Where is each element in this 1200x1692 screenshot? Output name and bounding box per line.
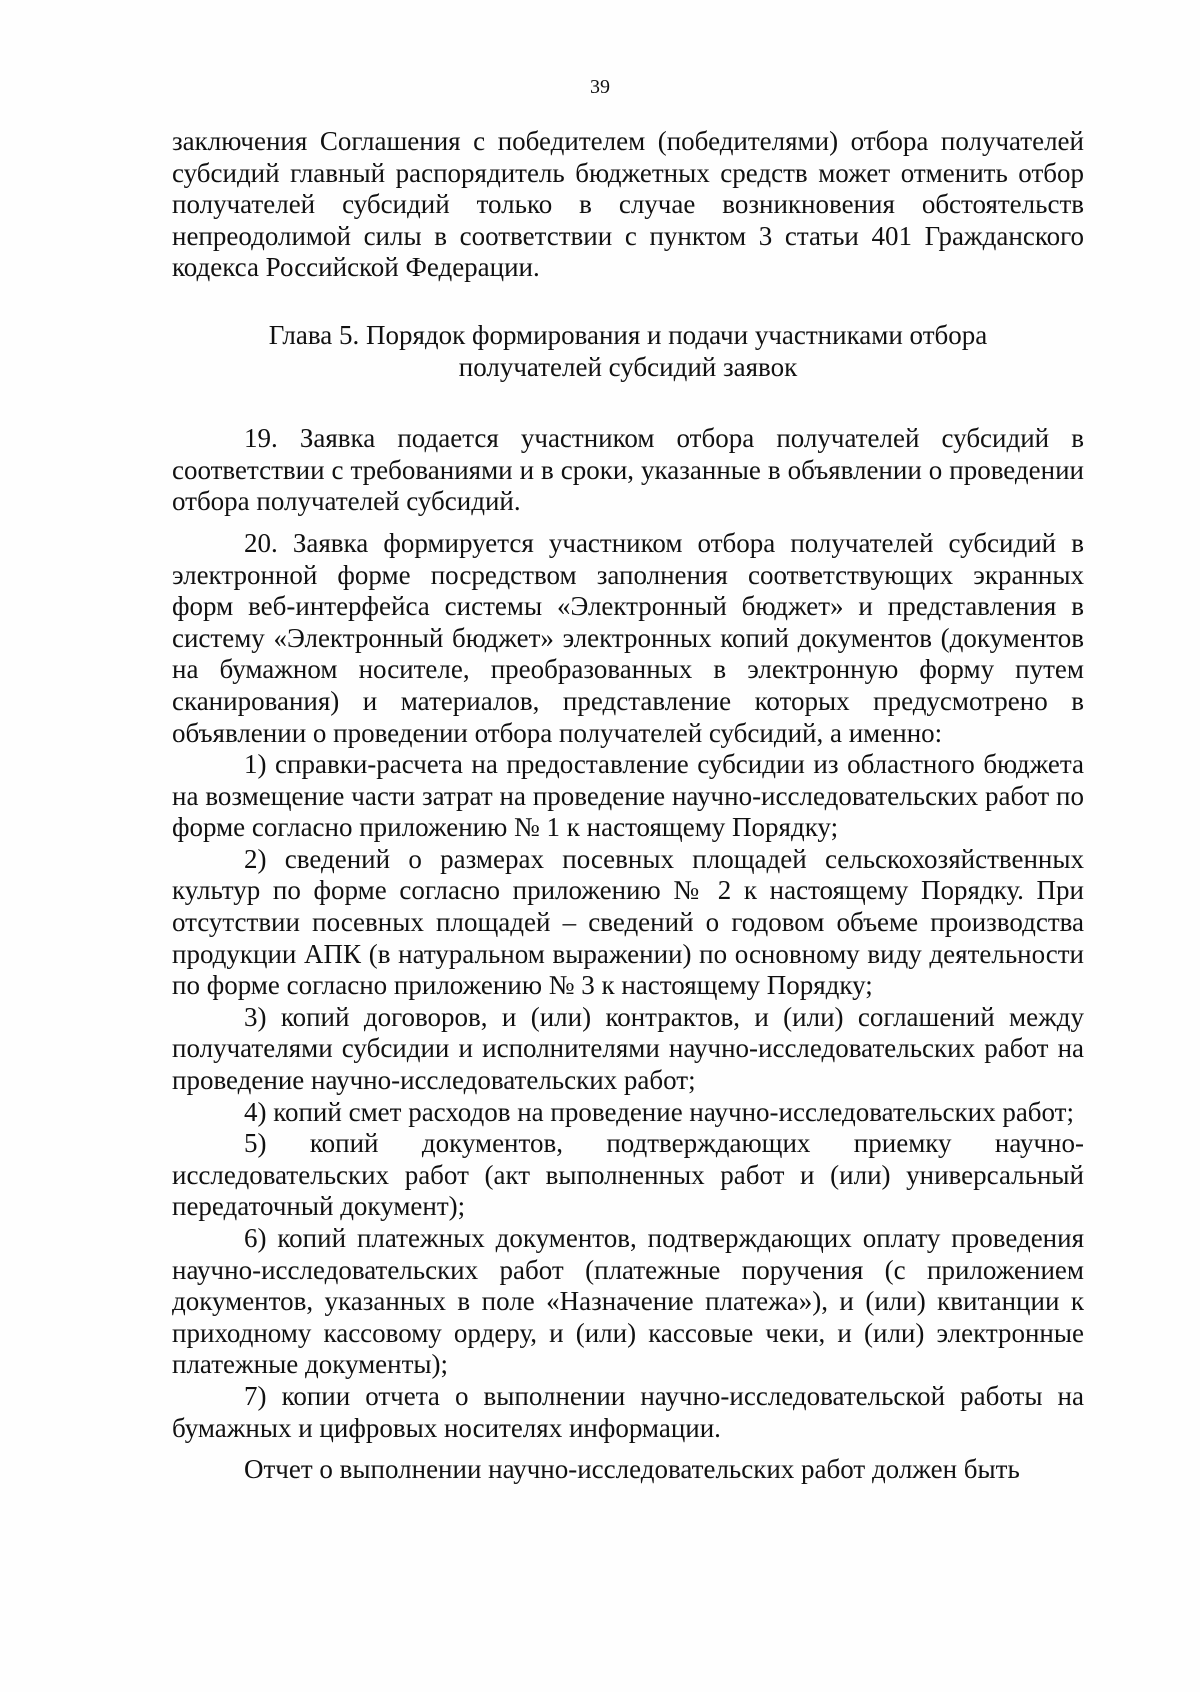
list-item-2: 2) сведений о размерах посевных площадей сельскохозяйственных культур по форме согласно приложению № 2 к настоящему Порядку. При отсутствии посевных площадей – сведений о годовом объеме производства продукции АПК (в натуральном выражении) по основному виду деятельности по форме согласно приложению № 3 к настоящему Порядку; [172,843,1084,1001]
chapter-heading [172,320,1084,383]
list-item-7: 7) копии отчета о выполнении научно-исследовательской работы на бумажных и цифровых носителях информации. [172,1380,1084,1443]
page-number: 39 [590,76,610,98]
chapter-heading-line-2: получателей субсидий заявок [458,351,798,382]
paragraph-continuation: заключения Соглашения с победителем (победителями) отбора получателей субсидий главный распорядитель бюджетных средств может отменить отбор получателей субсидий только в случае возникновения обстоятельств непреодолимой силы в соответствии с пунктом 3 статьи 401 Гражданского кодекса Российской Федерации. [172,126,1084,283]
paragraph-20: 20. Заявка формируется участником отбора получателей субсидий в электронной форме посредством заполнения соответствующих экранных форм веб-интерфейса системы «Электронный бюджет» и представления в систему «Электронный бюджет» электронных копий документов (документов на бумажном носителе, преобразованных в электронную форму путем сканирования) и материалов, представление которых предусмотрено в объявлении о проведении отбора получателей субсидий, а именно: [172,527,1084,748]
list-item-3: 3) копий договоров, и (или) контрактов, и (или) соглашений между получателями субсидии и исполнителями научно-исследовательских работ на проведение научно-исследовательских работ; [172,1001,1084,1096]
list-item-6: 6) копий платежных документов, подтверждающих оплату проведения научно-исследовательских работ (платежные поручения (с приложением документов, указанных в поле «Назначение платежа»), и (или) квитанции к приходному кассовому ордеру, и (или) кассовые чеки, и (или) электронные платежные документы); [172,1223,1084,1380]
paragraph-19: 19. Заявка подается участником отбора получателей субсидий в соответствии с требованиями и в сроки, указанные в объявлении о проведении отбора получателей субсидий. [172,423,1084,517]
list-item-1: 1) справки-расчета на предоставление субсидии из областного бюджета на возмещение части затрат на проведение научно-исследовательских работ по форме согласно приложению № 1 к настоящему Порядку; [172,749,1084,843]
paragraph-report: Отчет о выполнении научно-исследовательских работ должен быть [244,1454,1020,1485]
list-item-4: 4) копий смет расходов на проведение научно-исследовательских работ; [244,1096,1074,1127]
list-item-5: 5) копий документов, подтверждающих приемку научно-исследовательских работ (акт выполненных работ и (или) универсальный передаточный документ); [172,1128,1084,1222]
chapter-heading-line-1: Глава 5. Порядок формирования и подачи участниками отбора [268,319,988,350]
document-body [172,126,1084,1486]
